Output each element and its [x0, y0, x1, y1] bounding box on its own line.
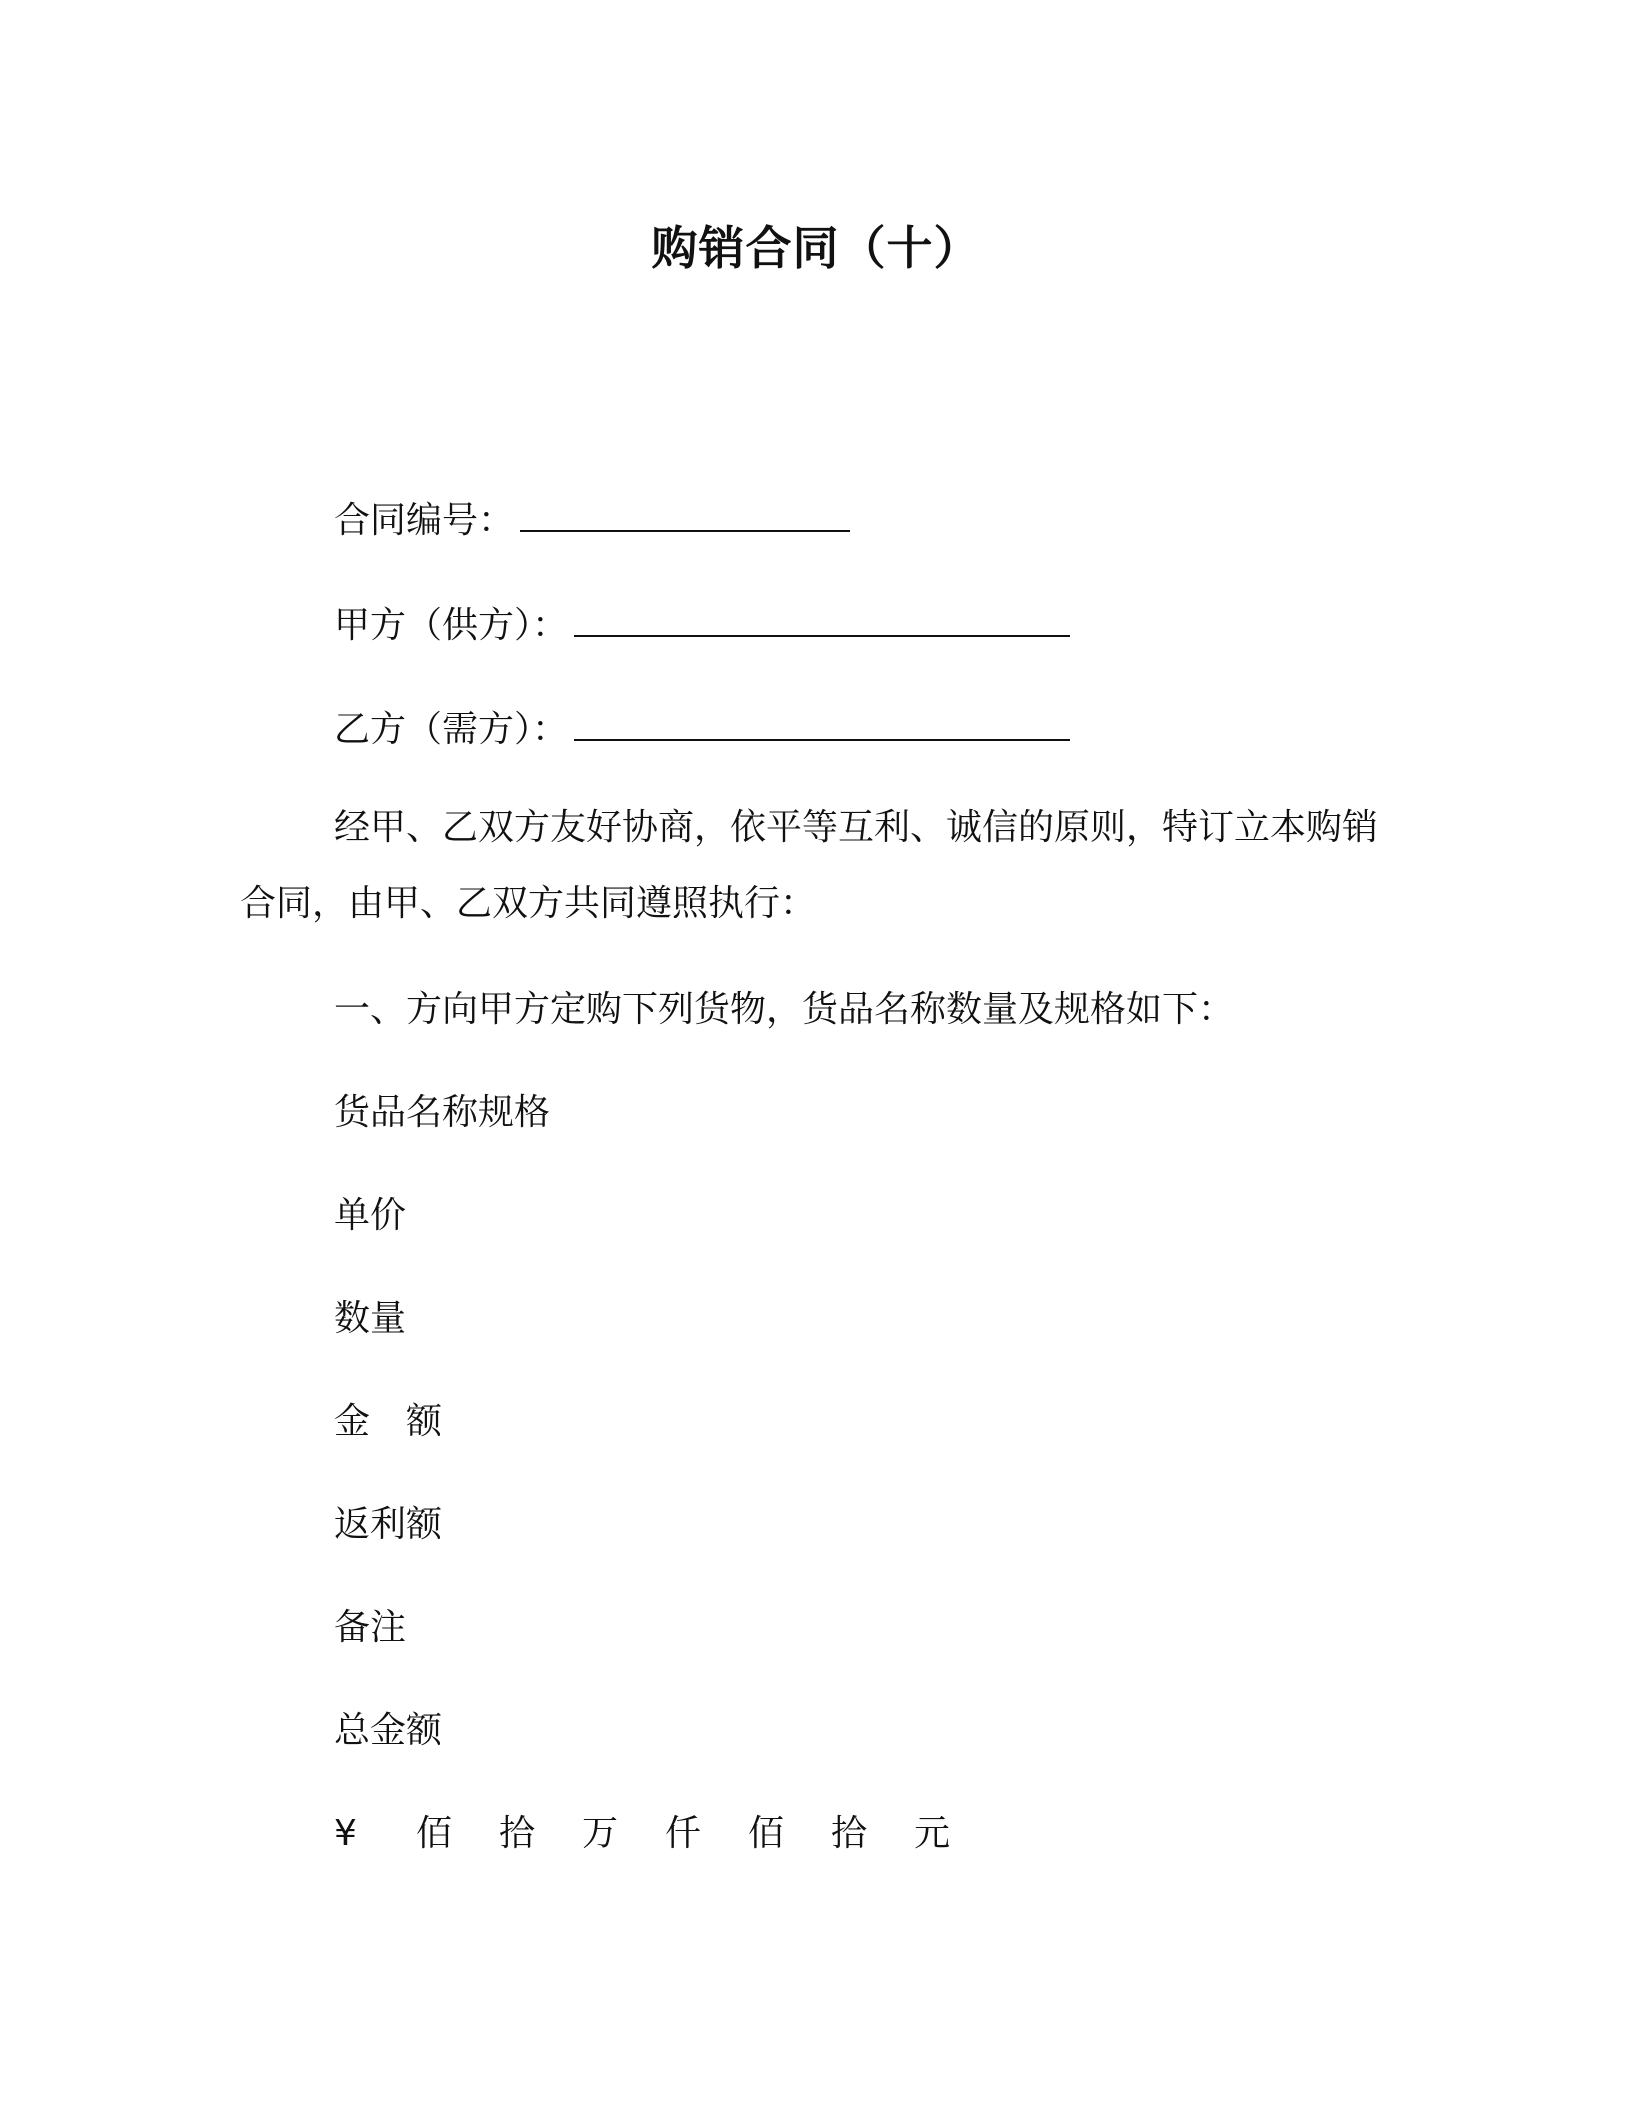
unit-bai: 佰 — [748, 1813, 785, 1854]
item-rebate: 返利额 — [334, 1504, 443, 1545]
intro-paragraph: 经甲、乙双方友好协商，依平等互利、诚信的原则，特订立本购销合同，由甲、乙双方共同遵照执行： — [240, 807, 1379, 924]
item-amount: 金 额 — [334, 1401, 443, 1442]
unit-bai-wan: 佰 — [416, 1813, 453, 1854]
amount-units-row — [334, 1810, 997, 1858]
item-unit-price: 单价 — [334, 1195, 407, 1236]
party-a-blank[interactable] — [574, 601, 1070, 637]
party-a-label: 甲方（供方）： — [334, 605, 569, 646]
unit-wan: 万 — [582, 1813, 619, 1854]
item-remark: 备注 — [334, 1607, 407, 1648]
unit-shi-wan: 拾 — [499, 1813, 536, 1854]
contract-number-label: 合同编号： — [334, 500, 515, 541]
party-b-blank[interactable] — [574, 705, 1070, 741]
item-quantity: 数量 — [334, 1298, 407, 1339]
unit-shi: 拾 — [831, 1813, 868, 1854]
party-b-label: 乙方（需方）： — [334, 709, 569, 750]
document-title: 购销合同（十） — [651, 221, 981, 275]
item-name-spec: 货品名称规格 — [334, 1092, 551, 1133]
yen-sign: ¥ — [334, 1813, 357, 1854]
clause-1: 一、方向甲方定购下列货物，货品名称数量及规格如下： — [334, 989, 1235, 1030]
unit-qian: 仟 — [665, 1813, 702, 1854]
item-total: 总金额 — [334, 1710, 443, 1751]
party-b-row — [334, 705, 1070, 754]
unit-yuan: 元 — [914, 1813, 951, 1854]
contract-number-row — [334, 496, 850, 545]
contract-number-blank[interactable] — [520, 496, 850, 532]
party-a-row — [334, 601, 1070, 650]
